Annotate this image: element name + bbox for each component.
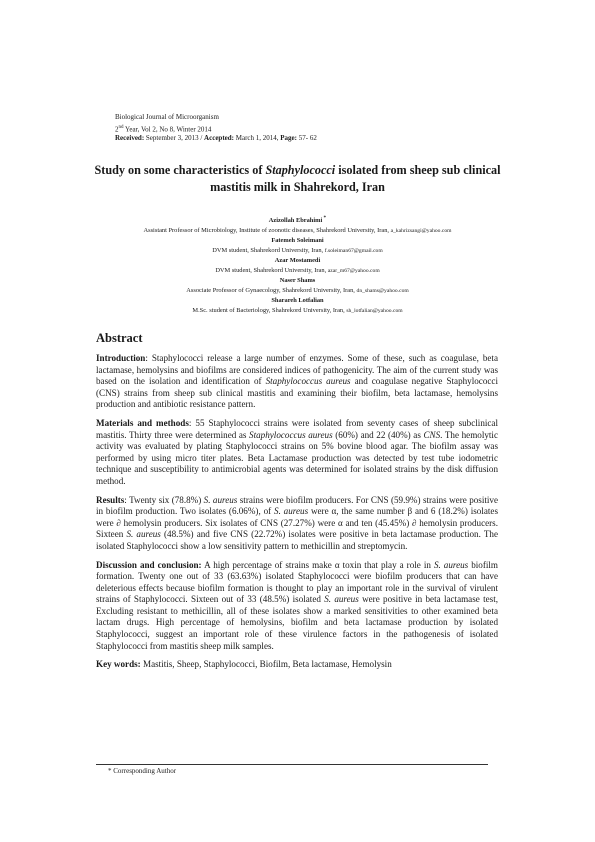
volume-info: 2nd Year, Vol 2, No 8, Winter 2014 bbox=[115, 124, 212, 133]
author-email[interactable]: a_kahrizsangi@yahoo.com bbox=[390, 228, 452, 235]
author-name: Naser Shams bbox=[279, 277, 316, 285]
paper-title: Study on some characteristics of Staphylococci isolated from sheep sub clinical mastitis milk in Shahrekord, Iran bbox=[94, 163, 501, 194]
author-email[interactable]: dn_shams@yahoo.com bbox=[356, 288, 409, 295]
journal-name: Biological Journal of Microorganism bbox=[115, 113, 219, 121]
author-name: Fatemeh Soleimani bbox=[271, 237, 324, 245]
author-block bbox=[60, 296, 535, 316]
introduction-paragraph: Introduction: Staphylococci release a large number of enzymes. Some of these, such as coagulase, beta lactamase, hemolysins and biofilms are considered indices of pathogenicity. The aim of the current study was based on the isolation and identification of Staphylococcus aureus and coagulase negative Staphylococci (CNS) strains from sheep sub clinical mastitis and examining their biofilm, beta lactamase, hemolysins production and antibiotic resistance pattern. bbox=[96, 353, 498, 410]
corresponding-author-footnote: * Corresponding Author bbox=[108, 767, 177, 775]
abstract-heading: Abstract bbox=[96, 331, 143, 345]
author-email[interactable]: sh_lotfalian@yahoo.com bbox=[346, 308, 403, 315]
author-affiliation: Assistant Professor of Microbiology, Institute of zoonotic diseases, Shahrekord University, Iran, a_kahrizsangi@yahoo.com bbox=[143, 227, 452, 235]
author-affiliation: Associate Professor of Gynaecology, Shahrekord University, Iran, dn_shams@yahoo.com bbox=[186, 287, 409, 295]
discussion-paragraph: Discussion and conclusion: A high percentage of strains make α toxin that play a role in S. aureus biofilm formation. Twenty one out of 33 (63.63%) isolated Staphylococci were biofilm producers that can have deleterious effects because biofilm formation is thought to play an important role in the survival of virulent strains of Staphylococci. Sixteen out of 33 (48.5%) isolated S. aureus were positive in beta lactamase test, Excluding resistant to methicillin, all of these isolates show a marked sensitivities to other examined beta lactam drugs. High percentage of hemolysins, biofilm and beta lactamase production by isolated Staphylococci, suggest an important role of these virulence factors in the pathogenesis of isolated Staphylococci from mastitis sheep milk samples. bbox=[96, 559, 499, 651]
abstract-body bbox=[96, 353, 498, 678]
author-block bbox=[60, 236, 535, 256]
author-block bbox=[60, 213, 535, 236]
author-block bbox=[60, 276, 535, 296]
author-affiliation: M.Sc. student of Bacteriology, Shahrekord University, Iran, sh_lotfalian@yahoo.com bbox=[192, 307, 403, 315]
author-list bbox=[60, 213, 535, 316]
author-name: Sharareh Lotfalian bbox=[271, 297, 324, 305]
methods-paragraph: Materials and methods: 55 Staphylococci strains were isolated from seventy cases of sheep subclinical mastitis. Thirty three were determined as Staphylococcus aureus (60%) and 22 (40%) as CNS. The hemolytic activity was evaluated by plating Staphylococci strains on 5% bovine blood agar. The biofilm assay was performed by using micro titer plates. Beta Lactamase production was detected by test tube iodometric technique and susceptibility to antimicrobial agents was determined for isolated strains by the disk diffusion method. bbox=[96, 417, 498, 486]
author-affiliation: DVM student, Shahrekord University, Iran, f.soleiman67@gmail.com bbox=[212, 247, 383, 255]
author-affiliation: DVM student, Shahrekord University, Iran, azar_m67@yahoo.com bbox=[215, 267, 380, 275]
author-name: Azar Mostamedi bbox=[274, 257, 321, 265]
author-email[interactable]: f.soleiman67@gmail.com bbox=[324, 248, 383, 255]
results-paragraph: Results: Twenty six (78.8%) S. aureus strains were biofilm producers. For CNS (59.9%) strains were positive in biofilm production. Two isolates (6.06%), of S. aureus were α, the same number β and 6 (18.2%) isolates were ∂ hemolysin producers. Six isolates of CNS (27.27%) were α and ten (45.45%) ∂ hemolysin producers. Sixteen S. aureus (48.5%) and five CNS (22.72%) isolates were positive in beta lactamase production. The isolated Staphylococci show a low sensitivity pattern to methicillin and streptomycin. bbox=[96, 494, 499, 551]
keywords-paragraph: Key words: Mastitis, Sheep, Staphylococci, Biofilm, Beta lactamase, Hemolysin bbox=[96, 659, 392, 670]
footnote-divider bbox=[96, 764, 488, 765]
author-block bbox=[60, 256, 535, 276]
author-name: Azizollah Ebrahimi * bbox=[268, 215, 327, 225]
author-email[interactable]: azar_m67@yahoo.com bbox=[327, 268, 380, 275]
journal-header bbox=[115, 113, 317, 144]
dates-info: Received: September 3, 2013 / Accepted: March 1, 2014, Page: 57- 62 bbox=[115, 134, 317, 143]
